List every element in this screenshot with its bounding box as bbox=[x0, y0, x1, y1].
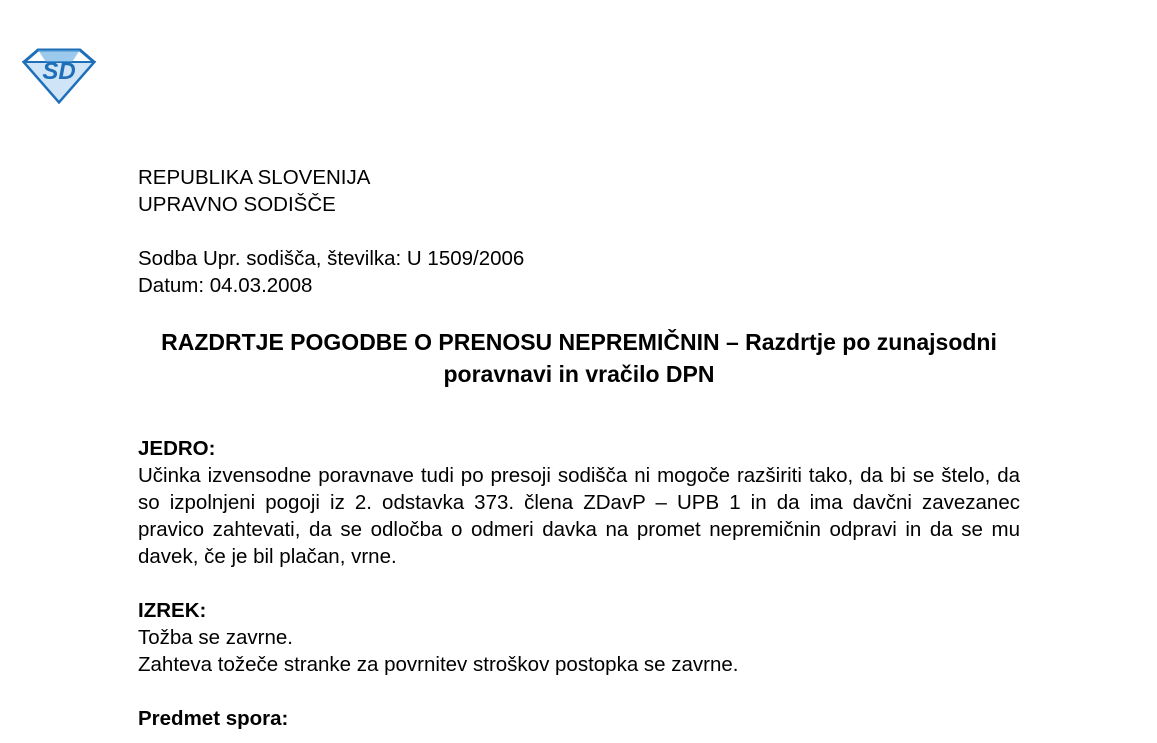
izrek-heading: IZREK: bbox=[138, 599, 207, 622]
case-date: Datum: 04.03.2008 bbox=[138, 274, 313, 297]
logo-lettering: SD bbox=[42, 58, 76, 85]
document-title: RAZDRTJE POGODBE O PRENOSU NEPREMIČNIN – Razdrtje po zunajsodni poravnavi in vračilo DPN bbox=[161, 329, 997, 387]
header-line-1: REPUBLIKA SLOVENIJA bbox=[138, 166, 371, 189]
document-body bbox=[138, 164, 1020, 732]
header-line-2: UPRAVNO SODIŠČE bbox=[138, 193, 336, 216]
court-logo bbox=[22, 46, 96, 104]
izrek-line-2: Zahteva tožeče stranke za povrnitev stroškov postopka se zavrne. bbox=[138, 653, 739, 676]
case-number: Sodba Upr. sodišča, številka: U 1509/2006 bbox=[138, 247, 525, 270]
izrek-line-1: Tožba se zavrne. bbox=[138, 626, 293, 649]
diamond-logo-icon bbox=[22, 46, 96, 104]
predmet-heading: Predmet spora: bbox=[138, 707, 289, 730]
jedro-heading: JEDRO: bbox=[138, 437, 216, 460]
jedro-text: Učinka izvensodne poravnave tudi po presoji sodišča ni mogoče razširiti tako, da bi se štelo, da so izpolnjeni pogoji iz 2. odstavka 373. člena ZDavP – UPB 1 in da ima davčni zavezanec pravico zahtevati, da se odločba o odmeri davka na promet nepremičnin odpravi in da se mu davek, če je bil plačan, vrne. bbox=[138, 464, 1020, 568]
